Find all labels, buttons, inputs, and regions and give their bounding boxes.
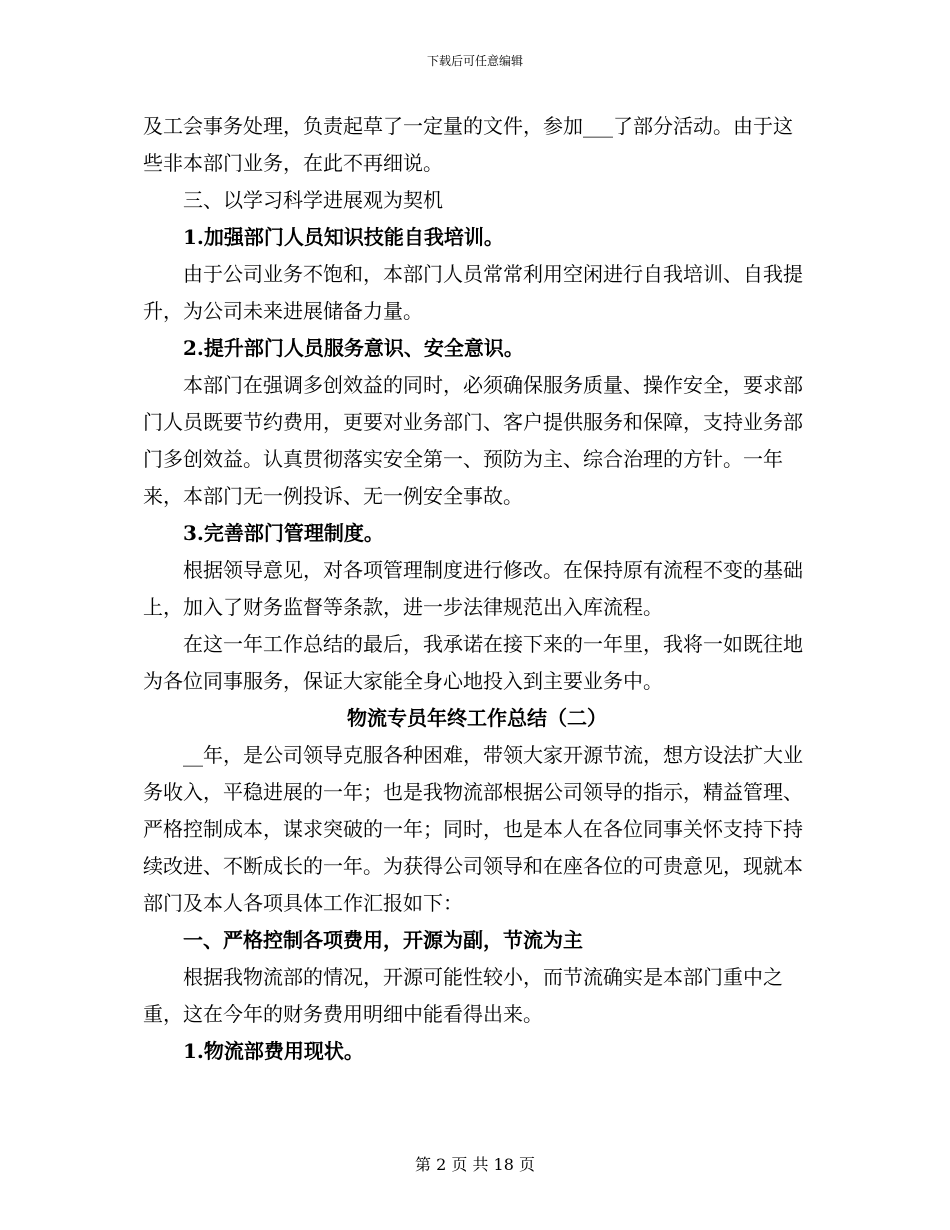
subsection-heading: 1.物流部费用现状。 xyxy=(183,1039,364,1063)
section-heading: 一、严格控制各项费用，开源为副，节流为主 xyxy=(183,928,583,952)
page-header-note: 下载后可任意编辑 xyxy=(426,54,523,68)
paragraph: 在这一年工作总结的最后，我承诺在接下来的一年里，我将一如既往地为各位同事服务，保证大家能全身心地投入到主要业务中。 xyxy=(143,632,803,693)
subsection-heading: 1.加强部门人员知识技能自我培训。 xyxy=(183,225,504,249)
paragraph: __年，是公司领导克服各种困难，带领大家开源节流，想方设法扩大业务收入，平稳进展的一年；也是我物流部根据公司领导的指示，精益管理、严格控制成本，谋求突破的一年；同时，也是本人在各位同事关怀支持下持续改进、不断成长的一年。为获得公司领导和在座各位的可贵意见，现就本部门及本人各项具体工作汇报如下： xyxy=(143,743,803,915)
subsection-heading: 3.完善部门管理制度。 xyxy=(183,521,384,545)
paragraph: 根据我物流部的情况，开源可能性较小，而节流确实是本部门重中之重，这在今年的财务费用明细中能看得出来。 xyxy=(143,965,783,1026)
document-body xyxy=(143,108,811,1070)
subsection-heading: 2.提升部门人员服务意识、安全意识。 xyxy=(183,336,524,360)
document-title: 物流专员年终工作总结（二） xyxy=(347,706,607,730)
paragraph: 本部门在强调多创效益的同时，必须确保服务质量、操作安全，要求部门人员既要节约费用，更要对业务部门、客户提供服务和保障，支持业务部门多创效益。认真贯彻落实安全第一、预防为主、综合治理的方针。一年来，本部门无一例投诉、无一例安全事故。 xyxy=(143,373,803,508)
paragraph: 及工会事务处理，负责起草了一定量的文件，参加___了部分活动。由于这些非本部门业务，在此不再细说。 xyxy=(143,114,793,175)
paragraph: 根据领导意见，对各项管理制度进行修改。在保持原有流程不变的基础上，加入了财务监督等条款，进一步法律规范出入库流程。 xyxy=(143,558,803,619)
page-number: 第 2 页 共 18 页 xyxy=(415,1155,535,1174)
paragraph: 由于公司业务不饱和，本部门人员常常利用空闲进行自我培训、自我提升，为公司未来进展储备力量。 xyxy=(143,262,803,323)
section-heading: 三、以学习科学进展观为契机 xyxy=(183,188,443,212)
